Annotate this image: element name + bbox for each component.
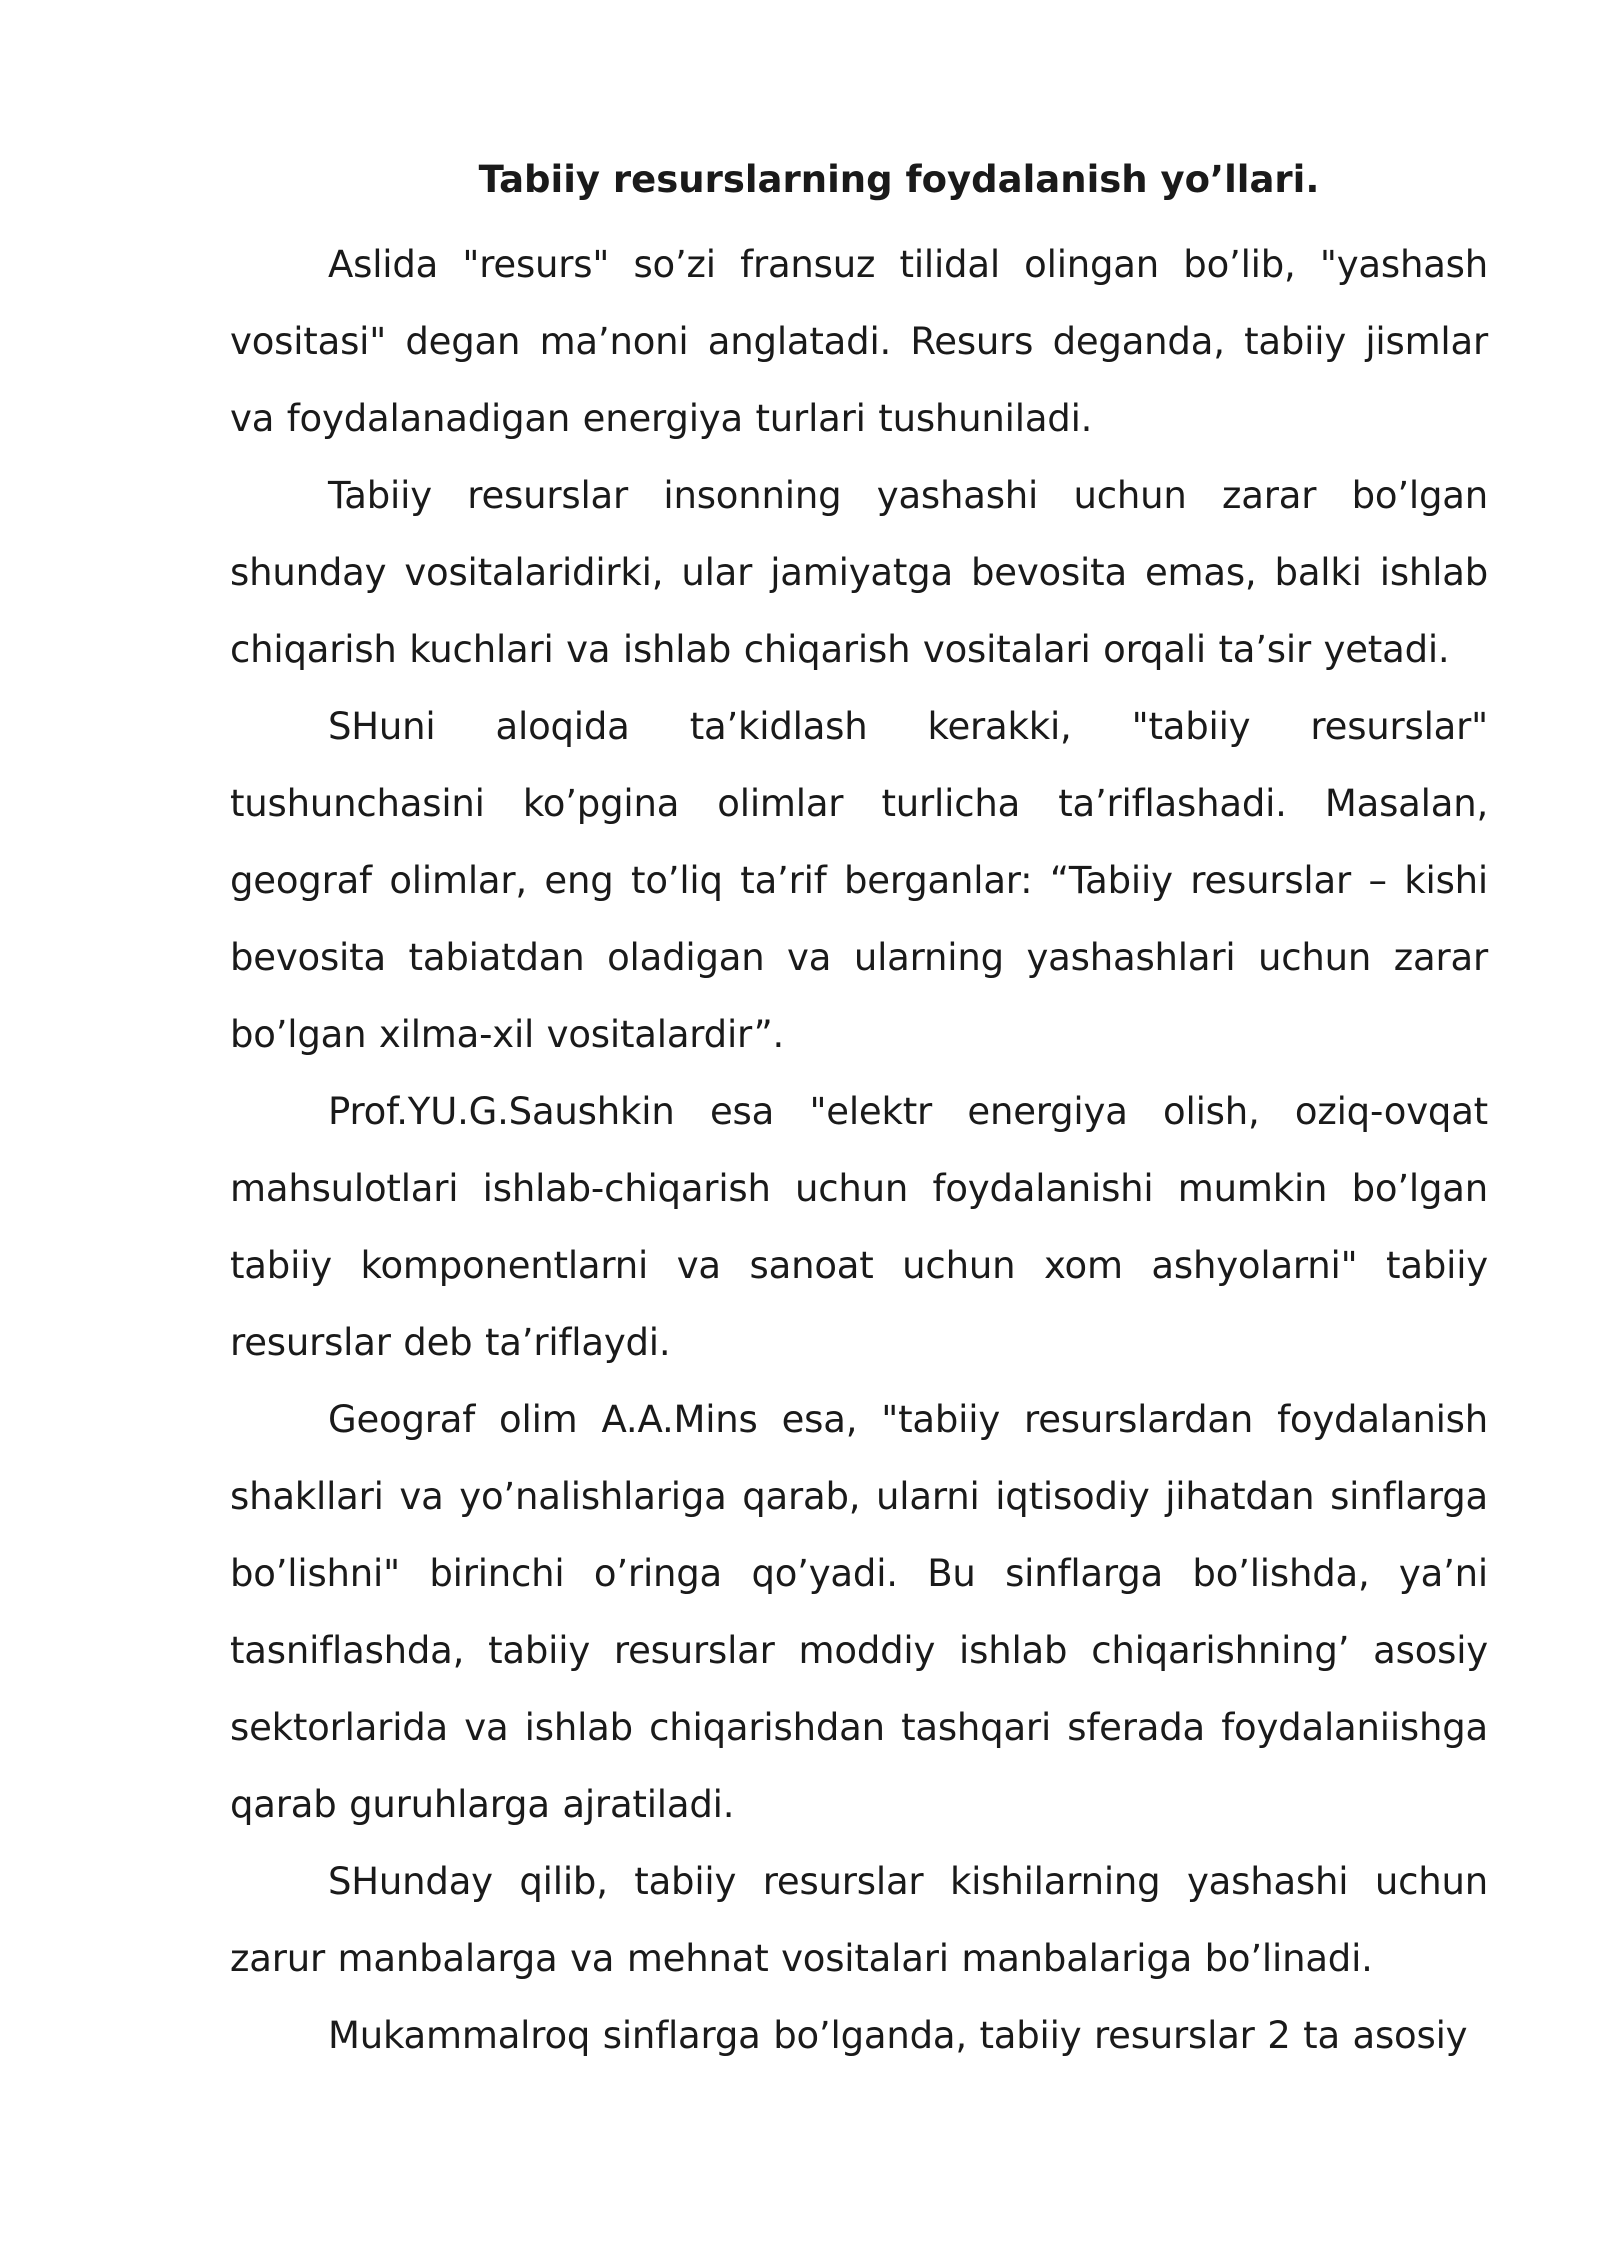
paragraph-3: SHuni aloqida ta’kidlash kerakki, "tabiiy resurslar" tushunchasini ko’pgina olimlar turlicha ta’riflashadi. Masalan, geograf olimlar, eng to’liq ta’rif berganlar: “Tabiiy resurslar – kishi bevosita tabiatdan oladigan va ularning yashashlari uchun zarar bo’lgan xilma-xil vositalardir”. [230,705,1488,1056]
paragraph-4: Prof.YU.G.Saushkin esa "elektr energiya olish, oziq-ovqat mahsulotlari ishlab-chiqarish uchun foydalanishi mumkin bo’lgan tabiiy komponentlarni va sanoat uchun xom ashyolarni" tabiiy resurslar deb ta’riflaydi. [230,1090,1488,1364]
paragraph-7: Mukammalroq sinflarga bo’lganda, tabiiy resurslar 2 ta asosiy [328,2014,1468,2057]
document-title: Tabiiy resurslarning foydalanish yo’llari. [478,158,1320,201]
paragraph-1: Aslida "resurs" so’zi fransuz tilidal olingan bo’lib, "yashash vositasi" degan ma’noni anglatadi. Resurs deganda, tabiiy jismlar va foydalanadigan energiya turlari tushuniladi. [230,243,1488,440]
paragraph-2: Tabiiy resurslar insonning yashashi uchun zarar bo’lgan shunday vositalaridirki, ular jamiyatga bevosita emas, balki ishlab chiqarish kuchlari va ishlab chiqarish vositalari orqali ta’sir yetadi. [230,474,1488,671]
paragraph-6: SHunday qilib, tabiiy resurslar kishilarning yashashi uchun zarur manbalarga va mehnat vositalari manbalariga bo’linadi. [230,1860,1488,1980]
paragraph-5: Geograf olim A.A.Mins esa, "tabiiy resurslardan foydalanish shakllari va yo’nalishlariga qarab, ularni iqtisodiy jihatdan sinflarga bo’lishni" birinchi o’ringa qo’yadi. Bu sinflarga bo’lishda, ya’ni tasniflashda, tabiiy resurslar moddiy ishlab chiqarishning’ asosiy sektorlarida va ishlab chiqarishdan tashqari sferada foydalaniishga qarab guruhlarga ajratiladi. [230,1398,1488,1826]
